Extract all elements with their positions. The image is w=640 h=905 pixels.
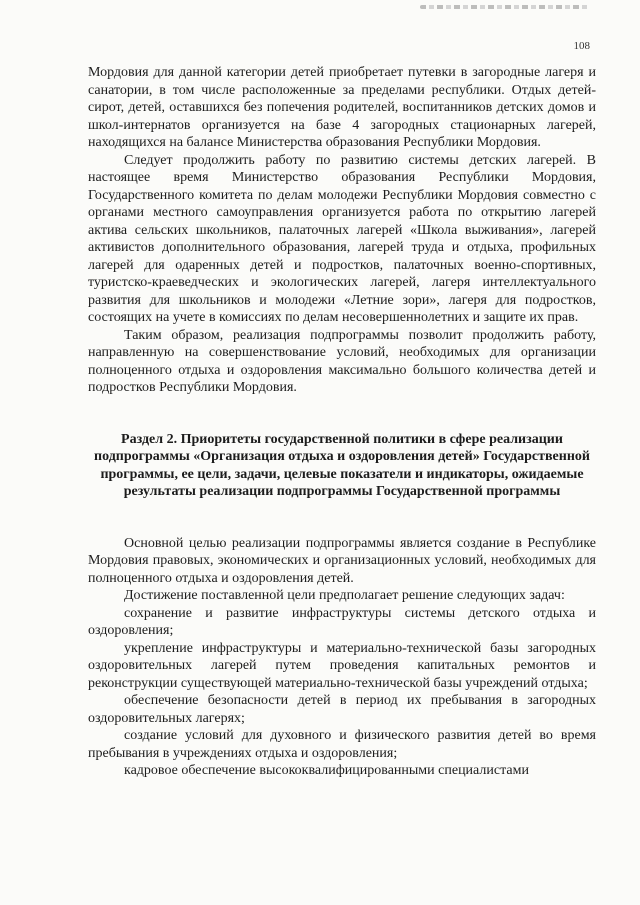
list-item: создание условий для духовного и физического развития детей во время пребывания в учреждениях отдыха и оздоровления;: [88, 728, 596, 761]
paragraph: Следует продолжить работу по развитию системы детских лагерей. В настоящее время Министерство образования Республики Мордовия, Государственного комитета по делам молодежи Республики Мордовия совместно с органами местного самоуправления организуется работа по открытию лагерей актива сельских школьников, палаточных лагерей «Школа выживания», лагерей активистов дополнительного образования, лагерей труда и отдыха, профильных лагерей для одаренных детей и подростков, палаточных военно-спортивных, туристско-краеведческих и экологических лагерей, лагеря интеллектуального развития для школьников и молодежи «Летние зори», лагеря для подростков, состоящих на учете в комиссиях по делам несовершеннолетних и защите их прав.: [88, 152, 596, 325]
paragraph: Достижение поставленной цели предполагает решение следующих задач:: [124, 588, 565, 603]
document-body: [88, 64, 596, 780]
list-item: сохранение и развитие инфраструктуры системы детского отдыха и оздоровления;: [88, 605, 596, 638]
section-body: [88, 535, 596, 780]
paragraph: Основной целью реализации подпрограммы является создание в Республике Мордовия правовых, экономических и организационных условий, необходимых для полноценного отдыха и оздоровления детей.: [88, 535, 596, 586]
paragraph: Таким образом, реализация подпрограммы позволит продолжить работу, направленную на совершенствование условий, необходимых для организации полноценного отдыха и оздоровления максимально большого количества детей и подростков Республики Мордовия.: [88, 327, 596, 395]
list-item: кадровое обеспечение высококвалифицированными специалистами: [124, 763, 529, 778]
scan-artifact-streak: [420, 5, 590, 9]
page-number: 108: [573, 40, 590, 52]
paragraph: Мордовия для данной категории детей приобретает путевки в загородные лагеря и санатории, в том числе расположенные за пределами республики. Отдых детей-сирот, детей, оставшихся без попечения родителей, воспитанников детских домов и школ-интернатов организуется на базе 4 загородных стационарных лагерей, находящихся на балансе Министерства образования Республики Мордовия.: [88, 65, 596, 150]
section-heading: Раздел 2. Приоритеты государственной политики в сфере реализации подпрограммы «Организация отдыха и оздоровления детей» Государственной программы, ее цели, задачи, целевые показатели и индикаторы, ожидаемые результаты реализации подпрограммы Государственной программы: [94, 431, 590, 499]
list-item: укрепление инфраструктуры и материально-технической базы загородных оздоровительных лагерей путем проведения капитальных ремонтов и реконструкции существующей материально-технической базы учреждений отдыха;: [88, 640, 596, 691]
list-item: обеспечение безопасности детей в период их пребывания в загородных оздоровительных лагерях;: [88, 693, 596, 726]
